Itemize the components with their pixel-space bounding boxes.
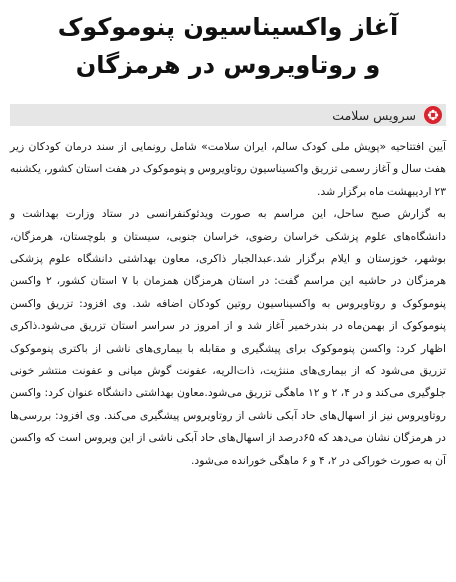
red-flower-icon [424,106,442,124]
article-headline [10,8,446,84]
article-paragraph-2: به گزارش صبح ساحل، این مراسم به صورت ویدئوکنفرانسی در ستاد وزارت بهداشت و دانشگاه‌های علوم پزشکی خراسان رضوی، خراسان جنوبی، سیستان و بلوچستان، هرمزگان، بوشهر، خوزستان و ایلام برگزار شد.عبدالجبار ذاکری، معاون بهداشتی دانشگاه علوم پزشکی هرمزگان در حاشیه این مراسم گفت: در استان هرمزگان همزمان با ۷ استان کشور، ۲ واکسن پنوموکوک و روتاویروس به واکسیناسیون روتین کودکان اضافه شد. وی افزود: تزریق واکسن پنوموکوک از بهمن‌ماه در بندرخمیر آغاز شد و از امروز در سراسر استان تزریق می‌شود.ذاکری اظهار کرد: واکسن پنوموکوک برای پیشگیری و مقابله با بیماری‌های ناشی از باکتری پنوموکوک تزریق می‌شود که از بیماری‌های مننژیت، ذات‌الریه، عفونت گوش میانی و عفونت منتشر خونی جلوگیری می‌کند و در ۴، ۲ و ۱۲ ماهگی تزریق می‌شود.معاون بهداشتی دانشگاه عنوان کرد: واکسن روتاویروس نیز از اسهال‌های حاد آبکی ناشی از روتاویروس پیشگیری می‌کند. وی افزود: بررسی‌ها در هرمزگان نشان می‌دهد که ۶۵درصد از اسهال‌های حاد آبکی ناشی از این ویروس است که واکسن آن به صورت خوراکی در ۲، ۴ و ۶ ماهگی خورانده می‌شود. [10,207,447,467]
service-byline-bar [10,104,446,126]
article-paragraph-1: آیین افتتاحیه «پویش ملی کودک سالم، ایران سلامت» شامل رونمایی از سند درمان کودکان زیر هفت سال و آغاز رسمی تزریق واکسیناسیون روتاویروس و پنوموکوک در هفت استان کشور، یکشنبه ۲۳ اردیبهشت ماه برگزار شد. [10,140,446,198]
article-body [10,136,446,472]
headline-line-1: آغاز واکسیناسیون پنوموکوک [57,13,399,41]
headline-line-2: و روتاویروس در هرمزگان [75,51,381,79]
service-name: سرویس سلامت [332,107,416,123]
